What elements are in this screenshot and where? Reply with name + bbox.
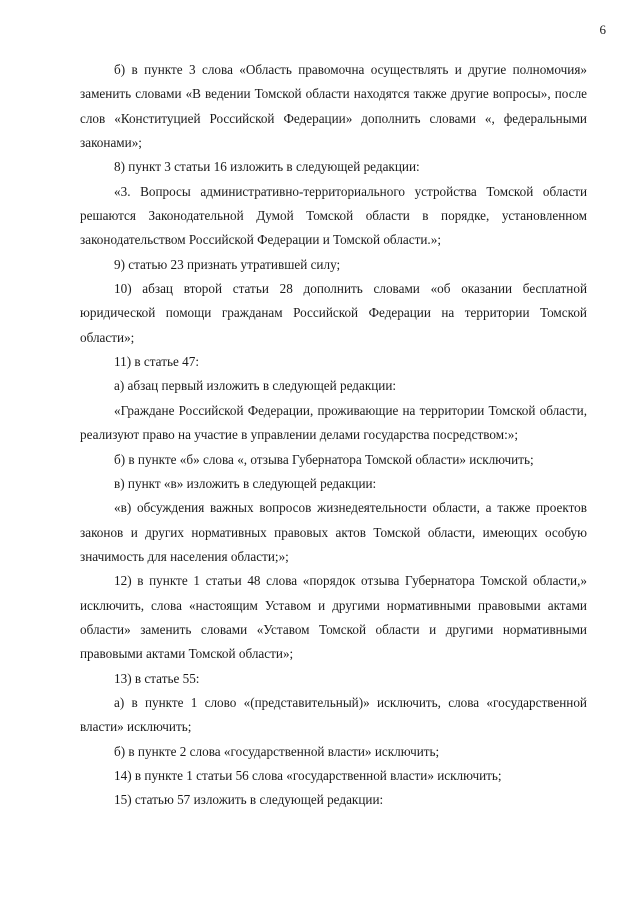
paragraph-item-13-a: а) в пункте 1 слово «(представительный)» исключить, слова «государственной власти» исключить;: [80, 694, 587, 735]
paragraph-item-11-a-quote: «Граждане Российской Федерации, проживающие на территории Томской области, реализуют право на участие в управлении делами государства посредством:»;: [80, 402, 587, 443]
paragraph-item-11: 11) в статье 47:: [114, 354, 199, 370]
paragraph-item-13-b: б) в пункте 2 слова «государственной власти» исключить;: [114, 743, 440, 759]
paragraph-item-11-b: б) в пункте «б» слова «, отзыва Губернатора Томской области» исключить;: [114, 451, 534, 467]
paragraph-item-11-v: в) пункт «в» изложить в следующей редакции:: [114, 475, 377, 491]
paragraph-item-13: 13) в статье 55:: [114, 670, 200, 686]
document-body: [80, 58, 587, 813]
paragraph-item-14: 14) в пункте 1 статьи 56 слова «государственной власти» исключить;: [114, 767, 502, 783]
paragraph-item-11-a: а) абзац первый изложить в следующей редакции:: [114, 378, 397, 394]
paragraph-item-10: 10) абзац второй статьи 28 дополнить словами «об оказании бесплатной юридической помощи гражданам Российской Федерации на территории Томской области»;: [80, 281, 587, 345]
paragraph-item-12: 12) в пункте 1 статьи 48 слова «порядок отзыва Губернатора Томской области,» исключить, слова «настоящим Уставом и другими нормативными правовыми актами области» заменить словами «Уставом Томской области и другими нормативными правовыми актами Томской области»;: [80, 573, 587, 662]
paragraph-item-8: 8) пункт 3 статьи 16 изложить в следующей редакции:: [114, 159, 420, 175]
paragraph-item-9: 9) статью 23 признать утратившей силу;: [114, 256, 341, 272]
page-number: 6: [599, 22, 606, 37]
paragraph-b-point-3: б) в пункте 3 слова «Область правомочна осуществлять и другие полномочия» заменить словами «В ведении Томской области находятся также другие вопросы», после слов «Конституцией Российской Федерации» дополнить словами «, федеральными законами»;: [80, 62, 587, 151]
paragraph-item-8-quote: «3. Вопросы административно-территориального устройства Томской области решаются Законодательной Думой Томской области в порядке, установленном законодательством Российской Федерации и Томской области.»;: [80, 183, 587, 248]
paragraph-item-11-v-quote: «в) обсуждения важных вопросов жизнедеятельности области, а также проектов законов и других нормативных правовых актов Томской области, имеющих особую значимость для населения области;»;: [80, 500, 587, 564]
paragraph-item-15: 15) статью 57 изложить в следующей редакции:: [114, 792, 384, 808]
